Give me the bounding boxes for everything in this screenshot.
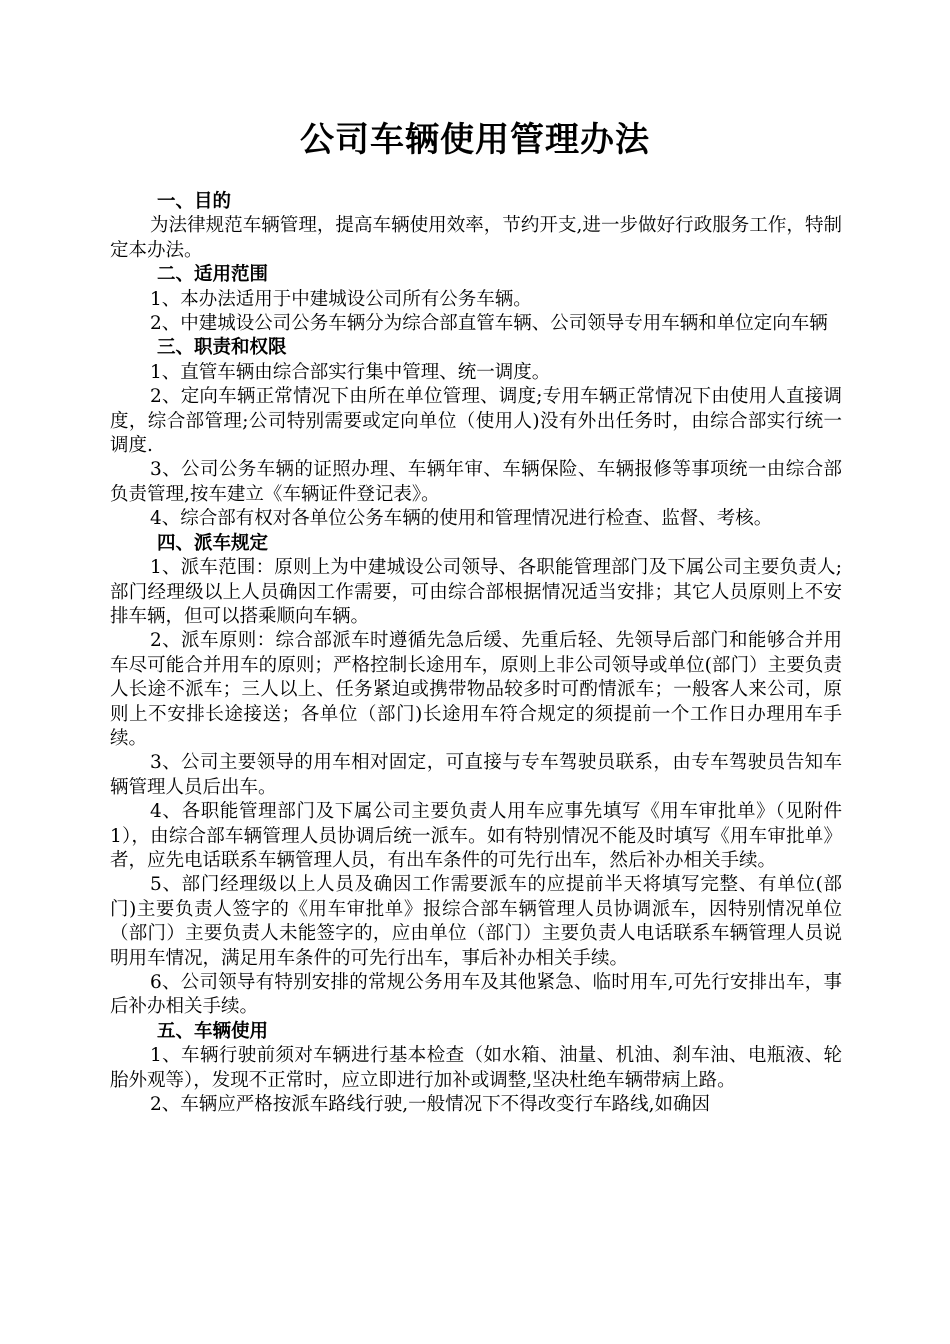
section-paragraph: 2、定向车辆正常情况下由所在单位管理、调度;专用车辆正常情况下由使用人直接调度，综合部管理;公司特别需要或定向单位（使用人)没有外出任务时，由综合部实行统一调度. — [110, 386, 842, 457]
document-body — [110, 190, 842, 1117]
section-paragraph: 1、派车范围：原则上为中建城设公司领导、各职能管理部门及下属公司主要负责人;部门经理级以上人员确因工作需要，可由综合部根据情况适当安排；其它人员原则上不安排车辆，但可以搭乘顺向车辆。 — [110, 557, 842, 627]
document-title: 公司车辆使用管理办法 — [300, 119, 650, 160]
section-heading: 四、派车规定 — [157, 532, 269, 554]
section-heading: 二、适用范围 — [157, 264, 269, 286]
section-paragraph: 6、公司领导有特别安排的常规公务用车及其他紧急、临时用车,可先行安排出车，事后补办相关手续。 — [110, 972, 842, 1018]
section-paragraph: 5、部门经理级以上人员及确因工作需要派车的应提前半天将填写完整、有单位(部门)主要负责人签字的《用车审批单》报综合部车辆管理人员协调派车，因特别情况单位（部门）主要负责人未能签字的，应由单位（部门）主要负责人电话联系车辆管理人员说明用车情况，满足用车条件的可先行出车，事后补办相关手续。 — [110, 874, 842, 969]
section-heading: 三、职责和权限 — [157, 337, 287, 359]
section-paragraph: 2、派车原则：综合部派车时遵循先急后缓、先重后轻、先领导后部门和能够合并用车尽可能合并用车的原则；严格控制长途用车，原则上非公司领导或单位(部门）主要负责人长途不派车；三人以上、任务紧迫或携带物品较多时可酌情派车；一般客人来公司，原则上不安排长途接送；各单位（部门)长途用车符合规定的须提前一个工作日办理用车手续。 — [110, 630, 842, 749]
section-paragraph: 4、各职能管理部门及下属公司主要负责人用车应事先填写《用车审批单》（见附件1），由综合部车辆管理人员协调后统一派车。如有特别情况不能及时填写《用车审批单》者，应先电话联系车辆管理人员，有出车条件的可先行出车，然后补办相关手续。 — [110, 801, 842, 871]
section-paragraph: 2、中建城设公司公务车辆分为综合部直管车辆、公司领导专用车辆和单位定向车辆 — [150, 313, 828, 335]
section-heading: 一、目的 — [157, 191, 232, 212]
section-paragraph: 2、车辆应严格按派车路线行驶,一般情况下不得改变行车路线,如确因 — [150, 1094, 711, 1116]
section-paragraph: 1、直管车辆由综合部实行集中管理、统一调度。 — [150, 361, 551, 383]
section-paragraph: 3、公司公务车辆的证照办理、车辆年审、车辆保险、车辆报修等事项统一由综合部负责管理,按车建立《车辆证件登记表》。 — [110, 459, 842, 505]
section-paragraph: 4、综合部有权对各单位公务车辆的使用和管理情况进行检查、监督、考核。 — [150, 508, 773, 530]
section-paragraph: 为法律规范车辆管理，提高车辆使用效率，节约开支,进一步做好行政服务工作，特制定本办法。 — [110, 215, 842, 261]
section-heading: 五、车辆使用 — [157, 1020, 269, 1042]
section-paragraph: 1、本办法适用于中建城设公司所有公务车辆。 — [150, 288, 532, 310]
section-paragraph: 1、车辆行驶前须对车辆进行基本检查（如水箱、油量、机油、刹车油、电瓶液、轮胎外观等），发现不正常时，应立即进行加补或调整,坚决杜绝车辆带病上路。 — [110, 1045, 842, 1091]
section-paragraph: 3、公司主要领导的用车相对固定，可直接与专车驾驶员联系，由专车驾驶员告知车辆管理人员后出车。 — [110, 752, 842, 798]
